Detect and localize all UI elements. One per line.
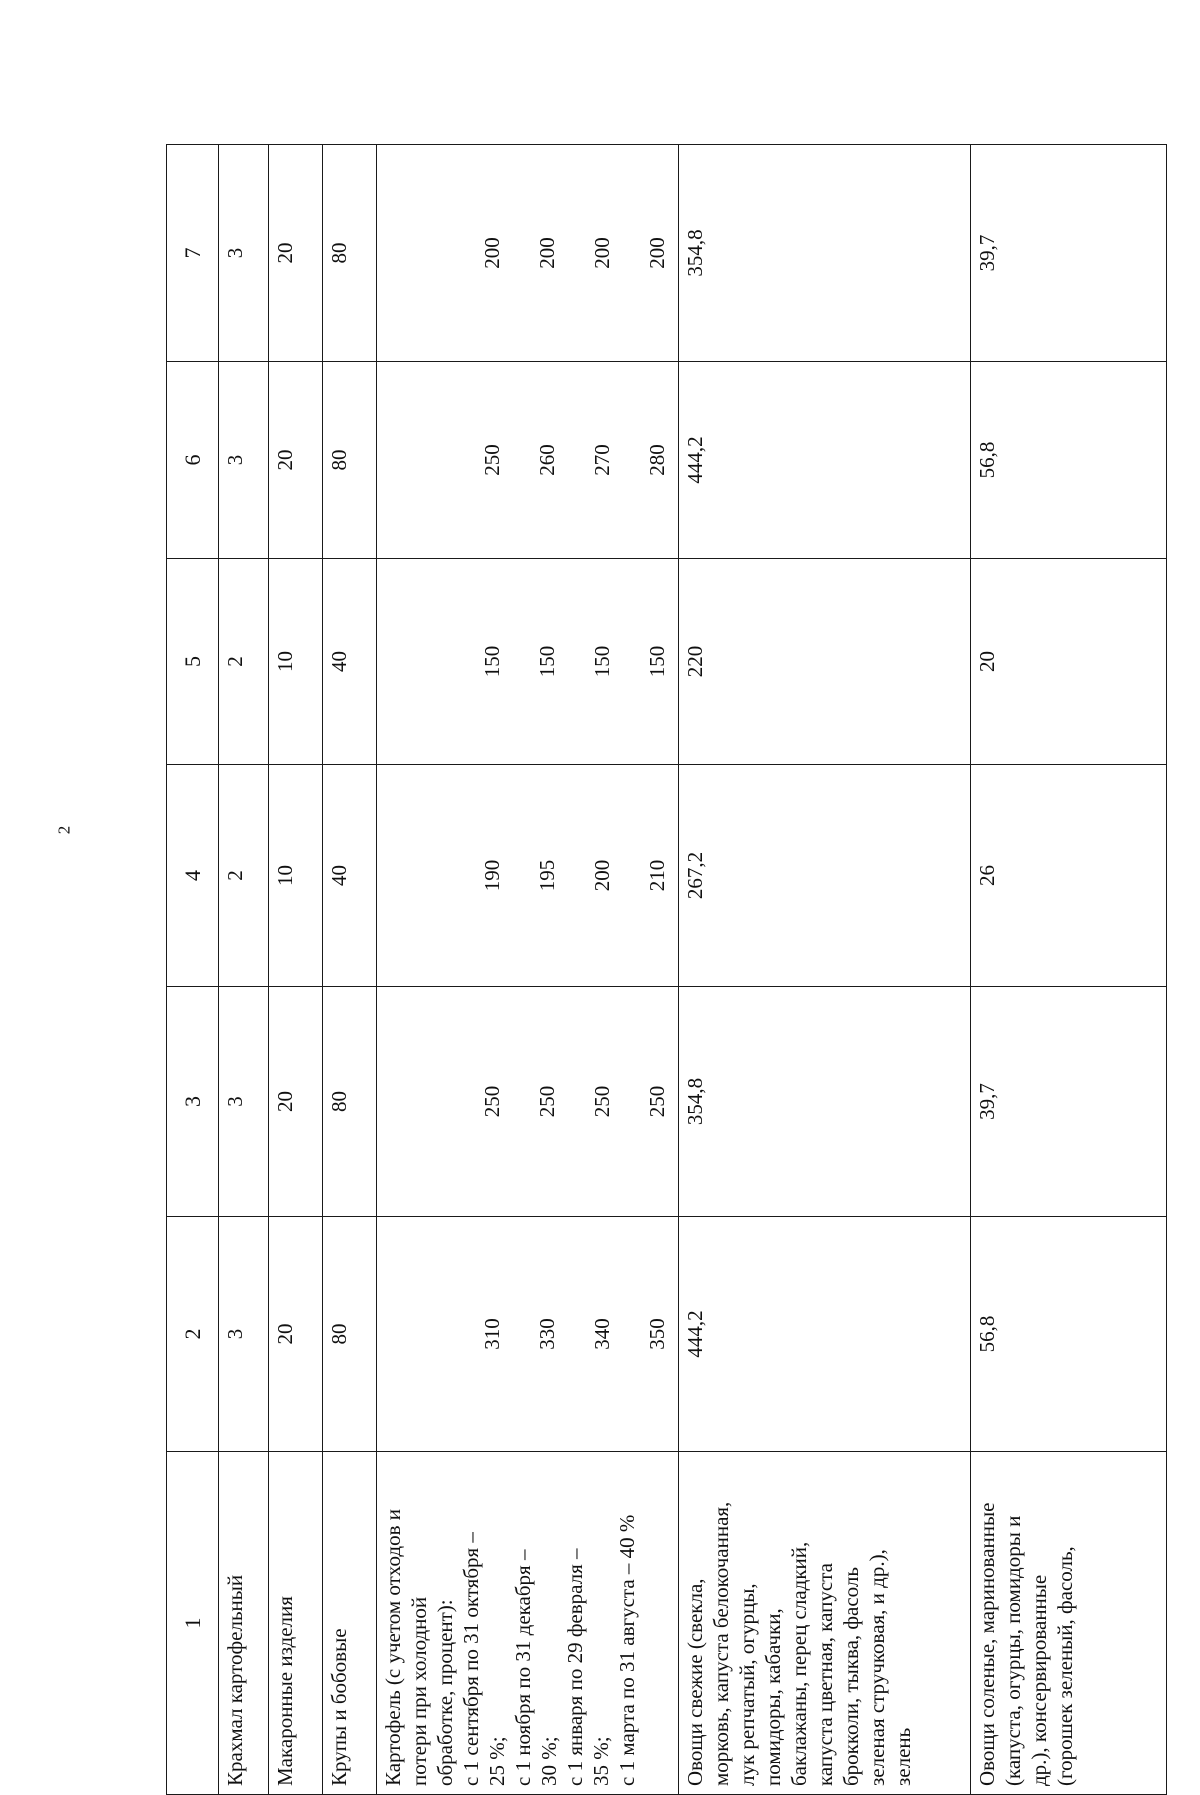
value-cell: 3 bbox=[219, 145, 269, 362]
value-cell: 220 bbox=[679, 559, 971, 765]
product-name: Картофель (с учетом отходов и потери при холодной обработке, процент): с 1 сентября по 31 октября – 25 %; с 1 ноября по 31 декабря – 30 %; с 1 января по 29 февраля – 35 %; с 1 марта по 31 августа – 40 % bbox=[377, 1452, 679, 1795]
product-name: Макаронные изделия bbox=[269, 1452, 323, 1795]
column-number: 4 bbox=[167, 765, 219, 987]
value-cell: 2 bbox=[219, 559, 269, 765]
column-number: 7 bbox=[167, 145, 219, 362]
value-cell: 354,8 bbox=[679, 145, 971, 362]
food-norms-table bbox=[166, 144, 1167, 1795]
value-cell: 80 bbox=[323, 362, 377, 559]
value-cell: 10 bbox=[269, 765, 323, 987]
column-number: 1 bbox=[167, 1452, 219, 1795]
value-cell: 40 bbox=[323, 559, 377, 765]
column-number-row bbox=[167, 145, 219, 1795]
product-name: Крахмал картофельный bbox=[219, 1452, 269, 1795]
product-name: Крупы и бобовые bbox=[323, 1452, 377, 1795]
column-number: 2 bbox=[167, 1217, 219, 1452]
table-row bbox=[323, 145, 377, 1795]
value-cell: 3 bbox=[219, 1217, 269, 1452]
value-cell: 20 bbox=[269, 1217, 323, 1452]
value-cell: 444,2 bbox=[679, 362, 971, 559]
value-cell: 39,7 bbox=[971, 145, 1167, 362]
table-row-fresh-vegetables bbox=[679, 145, 971, 1795]
value-cell: 20 bbox=[971, 559, 1167, 765]
value-cell: 80 bbox=[323, 987, 377, 1217]
value-cell: 3 bbox=[219, 987, 269, 1217]
value-cell: 10 bbox=[269, 559, 323, 765]
column-number: 5 bbox=[167, 559, 219, 765]
value-cell: 354,8 bbox=[679, 987, 971, 1217]
value-cell: 26 bbox=[971, 765, 1167, 987]
table-row bbox=[219, 145, 269, 1795]
value-cell: 80 bbox=[323, 145, 377, 362]
table-row-potato bbox=[377, 145, 679, 1795]
value-cell: 3 bbox=[219, 362, 269, 559]
column-number: 6 bbox=[167, 362, 219, 559]
table-row bbox=[269, 145, 323, 1795]
value-cell: 20 bbox=[269, 145, 323, 362]
value-cell: 39,7 bbox=[971, 987, 1167, 1217]
value-cell: 80 bbox=[323, 1217, 377, 1452]
value-cell: 200 200 200 200 bbox=[377, 145, 679, 362]
table-row-pickled-vegetables bbox=[971, 145, 1167, 1795]
value-cell: 56,8 bbox=[971, 362, 1167, 559]
value-cell: 40 bbox=[323, 765, 377, 987]
value-cell: 20 bbox=[269, 987, 323, 1217]
rotated-table-wrapper bbox=[166, 145, 1166, 1795]
value-cell: 150 150 150 150 bbox=[377, 559, 679, 765]
value-cell: 250 260 270 280 bbox=[377, 362, 679, 559]
value-cell: 250 250 250 250 bbox=[377, 987, 679, 1217]
value-cell: 2 bbox=[219, 765, 269, 987]
product-name: Овощи соленые, маринованные (капуста, огурцы, помидоры и др.), консервированные (горошек зеленый, фасоль, bbox=[971, 1452, 1167, 1795]
value-cell: 190 195 200 210 bbox=[377, 765, 679, 987]
value-cell: 310 330 340 350 bbox=[377, 1217, 679, 1452]
product-name: Овощи свежие (свекла, морковь, капуста белокочанная, лук репчатый, огурцы, помидоры, кабачки, баклажаны, перец сладкий, капуста цветная, капуста брокколи, тыква, фасоль зеленая стручковая, и др.), зелень bbox=[679, 1452, 971, 1795]
value-cell: 444,2 bbox=[679, 1217, 971, 1452]
value-cell: 267,2 bbox=[679, 765, 971, 987]
value-cell: 56,8 bbox=[971, 1217, 1167, 1452]
column-number: 3 bbox=[167, 987, 219, 1217]
value-cell: 20 bbox=[269, 362, 323, 559]
page-number: 2 bbox=[54, 825, 74, 835]
